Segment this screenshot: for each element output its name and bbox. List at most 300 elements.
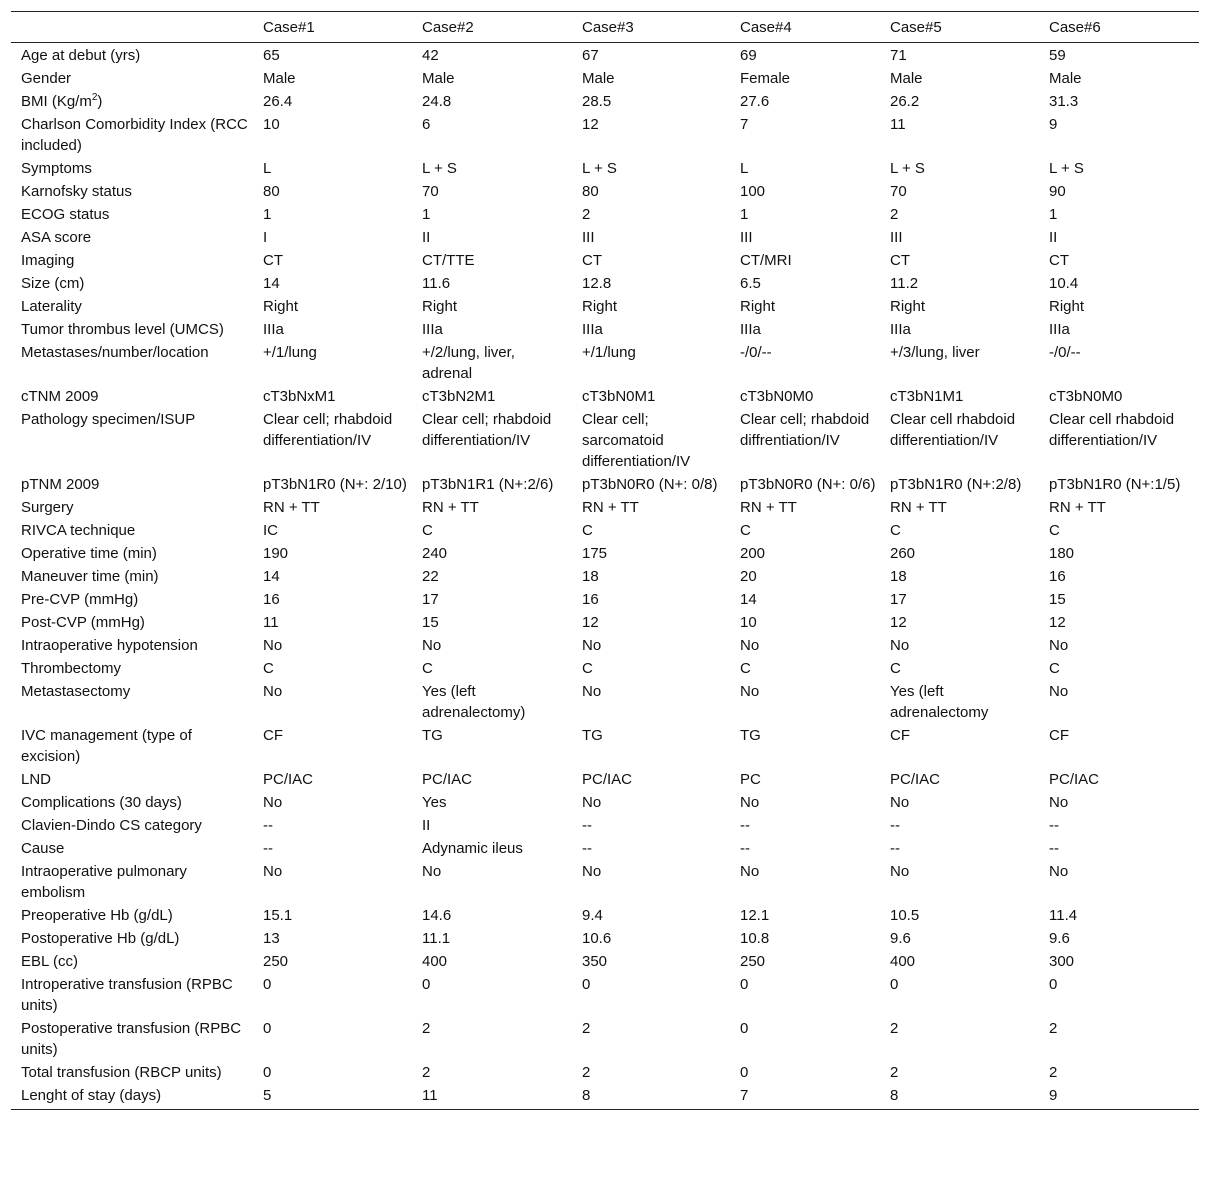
table-row: [11, 837, 1199, 860]
table-cell-case-1: pT3bN1R0 (N+: 2/10): [263, 476, 407, 493]
table-cell-case-1: --: [263, 817, 273, 834]
table-cell-case-3: IIIa: [582, 321, 603, 338]
table-cell-case-6: 0: [1049, 976, 1058, 993]
table-cell-case-3: 12: [582, 116, 599, 133]
header-row: [11, 12, 1199, 43]
table-cell-case-6: -/0/--: [1049, 344, 1081, 361]
row-label-text: Operative time (min): [21, 545, 157, 562]
table-cell-case-6: 31.3: [1049, 93, 1079, 110]
row-label-text: Cause: [21, 840, 65, 857]
row-label: [11, 680, 253, 724]
table-cell-case-1: No: [263, 637, 283, 654]
table-cell-case-5: CT: [890, 252, 910, 269]
table-cell-case-6: II: [1049, 229, 1058, 246]
row-label: [11, 565, 253, 588]
table-cell-case-2: 11.6: [422, 275, 451, 292]
table-cell-case-2: 11.1: [422, 930, 451, 947]
table-cell-case-3: 175: [582, 545, 608, 562]
row-label-text: Intraoperative hypotension: [21, 637, 198, 654]
table-cell-case-2: 70: [422, 183, 439, 200]
header-cell-empty: [11, 12, 253, 43]
row-label-superscript: 2: [91, 92, 98, 103]
table-cell-case-1: 14: [263, 568, 280, 585]
table-cell-case-2: C: [422, 660, 433, 677]
row-label-text: Tumor thrombus level (UMCS): [21, 321, 224, 338]
table-cell-case-4: 0: [740, 1020, 749, 1037]
table-row: [11, 341, 1199, 385]
table-cell-case-6: CF: [1049, 727, 1069, 744]
table-cell-case-5: 0: [890, 976, 899, 993]
table-cell-case-4: 0: [740, 976, 749, 993]
table-cell-case-1: 0: [263, 976, 272, 993]
table-cell-case-4: 7: [740, 1087, 749, 1104]
row-label: [11, 950, 253, 973]
table-cell-case-6: 9: [1049, 1087, 1058, 1104]
row-label-text: Metastasectomy: [21, 683, 131, 700]
row-label: [11, 657, 253, 680]
table-cell-case-1: I: [263, 229, 268, 246]
table-cell-case-1: 5: [263, 1087, 272, 1104]
table-cell-case-4: 7: [740, 116, 749, 133]
table-cell-case-1: Clear cell; rhabdoid differentiation/IV: [263, 411, 393, 449]
table-cell-case-5: 11.2: [890, 275, 919, 292]
table-cell-case-2: 24.8: [422, 93, 452, 110]
table-cell-case-6: 12: [1049, 614, 1066, 631]
table-cell-case-1: 190: [263, 545, 289, 562]
table-row: [11, 724, 1199, 768]
table-body: [11, 43, 1199, 1110]
table-cell-case-5: 11: [890, 116, 906, 133]
table-row: [11, 588, 1199, 611]
header-cell-case-6: Case#6: [1049, 18, 1101, 36]
table-cell-case-6: 180: [1049, 545, 1075, 562]
row-label-text: pTNM 2009: [21, 476, 100, 493]
table-cell-case-3: 2: [582, 1064, 591, 1081]
table-cell-case-2: II: [422, 229, 431, 246]
row-label-text: Pre-CVP (mmHg): [21, 591, 139, 608]
table-cell-case-4: 100: [740, 183, 766, 200]
row-label-text: Post-CVP (mmHg): [21, 614, 145, 631]
table-row: [11, 519, 1199, 542]
table-cell-case-1: 26.4: [263, 93, 293, 110]
table-row: [11, 860, 1199, 904]
table-cell-case-4: No: [740, 683, 760, 700]
table-cell-case-5: +/3/lung, liver: [890, 344, 980, 361]
table-cell-case-4: 0: [740, 1064, 749, 1081]
row-label-text: LND: [21, 771, 52, 788]
table-cell-case-4: TG: [740, 727, 761, 744]
table-cell-case-3: cT3bN0M1: [582, 388, 656, 405]
table-cell-case-3: 10.6: [582, 930, 612, 947]
table-cell-case-4: No: [740, 863, 760, 880]
table-cell-case-4: --: [740, 840, 750, 857]
table-cell-case-5: No: [890, 863, 910, 880]
table-cell-case-4: IIIa: [740, 321, 761, 338]
table-cell-case-3: No: [582, 863, 602, 880]
row-label: [11, 973, 253, 1017]
row-label: [11, 860, 253, 904]
table-cell-case-5: 2: [890, 1064, 899, 1081]
row-label: [11, 724, 253, 768]
table-cell-case-6: PC/IAC: [1049, 771, 1100, 788]
table-cell-case-3: 2: [582, 1020, 591, 1037]
table-cell-case-3: 67: [582, 47, 599, 64]
table-cell-case-6: L + S: [1049, 160, 1084, 177]
table-row: [11, 768, 1199, 791]
table-cell-case-2: RN + TT: [422, 499, 479, 516]
table-row: [11, 680, 1199, 724]
table-cell-case-3: 18: [582, 568, 599, 585]
table-cell-case-3: 350: [582, 953, 608, 970]
table-cell-case-6: No: [1049, 683, 1069, 700]
row-label-text: Charlson Comorbidity Index (RCC included): [21, 116, 248, 154]
table-cell-case-6: 2: [1049, 1064, 1058, 1081]
table-cell-case-1: No: [263, 863, 283, 880]
table-cell-case-5: 400: [890, 953, 916, 970]
table-cell-case-6: --: [1049, 817, 1059, 834]
table-cell-case-3: 9.4: [582, 907, 603, 924]
table-row: [11, 157, 1199, 180]
row-label-text: Total transfusion (RBCP units): [21, 1064, 222, 1081]
table-cell-case-1: cT3bNxM1: [263, 388, 336, 405]
table-cell-case-3: CT: [582, 252, 602, 269]
table-cell-case-6: C: [1049, 522, 1060, 539]
table-cell-case-2: 15: [422, 614, 439, 631]
table-row: [11, 927, 1199, 950]
row-label: [11, 1084, 253, 1110]
table-cell-case-4: No: [740, 637, 760, 654]
row-label-text: Imaging: [21, 252, 75, 269]
table-cell-case-2: +/2/lung, liver, adrenal: [422, 344, 515, 382]
table-cell-case-6: RN + TT: [1049, 499, 1106, 516]
table-row: [11, 113, 1199, 157]
row-label-text: Size (cm): [21, 275, 85, 292]
table-cell-case-1: IIIa: [263, 321, 284, 338]
table-cell-case-4: cT3bN0M0: [740, 388, 814, 405]
table-cell-case-5: cT3bN1M1: [890, 388, 964, 405]
table-cell-case-6: 16: [1049, 568, 1066, 585]
table-row: [11, 43, 1199, 68]
table-cell-case-1: --: [263, 840, 273, 857]
table-cell-case-5: --: [890, 817, 900, 834]
table-row: [11, 814, 1199, 837]
row-label-text: Lenght of stay (days): [21, 1087, 162, 1104]
row-label: [11, 927, 253, 950]
table-cell-case-3: L + S: [582, 160, 617, 177]
table-cell-case-5: 18: [890, 568, 907, 585]
table-row: [11, 791, 1199, 814]
table-cell-case-5: 71: [890, 47, 907, 64]
table-row: [11, 272, 1199, 295]
table-cell-case-5: 12: [890, 614, 907, 631]
table-cell-case-4: 10: [740, 614, 757, 631]
table-cell-case-6: pT3bN1R0 (N+:1/5): [1049, 476, 1181, 493]
table-cell-case-6: No: [1049, 794, 1069, 811]
table-cell-case-6: 9.6: [1049, 930, 1070, 947]
table-cell-case-6: CT: [1049, 252, 1069, 269]
table-cell-case-3: Clear cell; sarcomatoid differentiation/IV: [582, 411, 691, 470]
row-label-text: Intraoperative pulmonary embolism: [21, 863, 187, 901]
table-row: [11, 318, 1199, 341]
table-cell-case-3: C: [582, 522, 593, 539]
row-label: [11, 67, 253, 90]
table-cell-case-6: Clear cell rhabdoid differentiation/IV: [1049, 411, 1175, 449]
table-cell-case-6: 10.4: [1049, 275, 1079, 292]
row-label-text: Introperative transfusion (RPBC units): [21, 976, 233, 1014]
table-cell-case-5: 26.2: [890, 93, 920, 110]
table-cell-case-4: C: [740, 522, 751, 539]
table-cell-case-2: 22: [422, 568, 439, 585]
table-cell-case-2: II: [422, 817, 431, 834]
row-label-text: Metastases/number/location: [21, 344, 209, 361]
row-label-text: ASA score: [21, 229, 92, 246]
table-cell-case-6: 300: [1049, 953, 1075, 970]
table-cell-case-2: L + S: [422, 160, 457, 177]
table-cell-case-3: 2: [582, 206, 591, 223]
table-cell-case-4: 14: [740, 591, 757, 608]
row-label: [11, 295, 253, 318]
table-cell-case-6: 2: [1049, 1020, 1058, 1037]
row-label: [11, 837, 253, 860]
table-cell-case-3: No: [582, 683, 602, 700]
table-cell-case-1: CT: [263, 252, 283, 269]
table-cell-case-1: 11: [263, 614, 279, 631]
table-cell-case-3: Male: [582, 70, 615, 87]
table-cell-case-2: 17: [422, 591, 439, 608]
table-row: [11, 1061, 1199, 1084]
row-label: [11, 904, 253, 927]
table-cell-case-5: 260: [890, 545, 916, 562]
table-cell-case-4: 20: [740, 568, 757, 585]
table-cell-case-1: C: [263, 660, 274, 677]
table-row: [11, 904, 1199, 927]
table-cell-case-6: No: [1049, 863, 1069, 880]
table-cell-case-5: 10.5: [890, 907, 920, 924]
table-header: [11, 12, 1199, 43]
table-cell-case-6: No: [1049, 637, 1069, 654]
row-label-text: Age at debut (yrs): [21, 47, 141, 64]
table-row: [11, 90, 1199, 113]
table-row: [11, 950, 1199, 973]
table-cell-case-6: 90: [1049, 183, 1066, 200]
table-cell-case-3: RN + TT: [582, 499, 639, 516]
row-label: [11, 226, 253, 249]
table-cell-case-1: 14: [263, 275, 280, 292]
table-cell-case-4: --: [740, 817, 750, 834]
table-cell-case-5: Yes (left adrenalectomy: [890, 683, 989, 721]
table-cell-case-3: 16: [582, 591, 599, 608]
table-cell-case-4: No: [740, 794, 760, 811]
header-cell-case-5: Case#5: [890, 18, 942, 36]
table-cell-case-5: Right: [890, 298, 926, 315]
table-cell-case-5: C: [890, 522, 901, 539]
table-cell-case-5: IIIa: [890, 321, 911, 338]
table-cell-case-2: Male: [422, 70, 455, 87]
row-label-text: BMI (Kg/m: [21, 93, 92, 110]
table-cell-case-5: --: [890, 840, 900, 857]
table-cell-case-6: 15: [1049, 591, 1066, 608]
table-row: [11, 226, 1199, 249]
table-cell-case-4: Female: [740, 70, 791, 87]
row-label: [11, 113, 253, 157]
table-cell-case-2: pT3bN1R1 (N+:2/6): [422, 476, 554, 493]
table-cell-case-5: 2: [890, 206, 899, 223]
row-label-text: Postoperative Hb (g/dL): [21, 930, 180, 947]
table-cell-case-5: CF: [890, 727, 910, 744]
row-label-text: Symptoms: [21, 160, 92, 177]
table-cell-case-2: 240: [422, 545, 448, 562]
table-row: [11, 634, 1199, 657]
table-cell-case-6: 59: [1049, 47, 1066, 64]
header-cell-case-1: Case#1: [263, 18, 315, 36]
table-row: [11, 542, 1199, 565]
table-cell-case-6: IIIa: [1049, 321, 1070, 338]
table-row: [11, 180, 1199, 203]
row-label-text: Karnofsky status: [21, 183, 132, 200]
row-label-text: Maneuver time (min): [21, 568, 159, 585]
table-cell-case-2: No: [422, 863, 442, 880]
table-cell-case-4: 27.6: [740, 93, 770, 110]
table-cell-case-6: --: [1049, 840, 1059, 857]
table-cell-case-5: pT3bN1R0 (N+:2/8): [890, 476, 1022, 493]
row-label-text: Postoperative transfusion (RPBC units): [21, 1020, 242, 1058]
row-label: [11, 203, 253, 226]
row-label: [11, 611, 253, 634]
table-cell-case-4: 1: [740, 206, 749, 223]
row-label: [11, 519, 253, 542]
table-row: [11, 973, 1199, 1017]
header-cell-case-3: Case#3: [582, 18, 634, 36]
table-cell-case-3: No: [582, 637, 602, 654]
row-label: [11, 768, 253, 791]
table-row: [11, 1084, 1199, 1110]
header-cell-case-2: Case#2: [422, 18, 474, 36]
table-cell-case-6: 1: [1049, 206, 1058, 223]
table-cell-case-5: C: [890, 660, 901, 677]
table-row: [11, 611, 1199, 634]
table-cell-case-3: 12.8: [582, 275, 612, 292]
table-cell-case-1: 10: [263, 116, 280, 133]
table-cell-case-2: cT3bN2M1: [422, 388, 496, 405]
table-cell-case-4: 250: [740, 953, 766, 970]
table-cell-case-4: 12.1: [740, 907, 770, 924]
table-cell-case-5: L + S: [890, 160, 925, 177]
table-cell-case-2: Adynamic ileus: [422, 840, 523, 857]
row-label-text: Clavien-Dindo CS category: [21, 817, 202, 834]
table-cell-case-2: PC/IAC: [422, 771, 473, 788]
row-label-text: RIVCA technique: [21, 522, 136, 539]
table-cell-case-1: +/1/lung: [263, 344, 317, 361]
row-label: [11, 473, 253, 496]
table-cell-case-1: RN + TT: [263, 499, 320, 516]
table-cell-case-4: -/0/--: [740, 344, 772, 361]
table-row: [11, 408, 1199, 473]
table-cell-case-1: 0: [263, 1064, 272, 1081]
row-label: [11, 1061, 253, 1084]
row-label-text: Surgery: [21, 499, 74, 516]
row-label: [11, 341, 253, 385]
table-cell-case-3: No: [582, 794, 602, 811]
row-label-text: Laterality: [21, 298, 82, 315]
table-cell-case-4: 6.5: [740, 275, 761, 292]
table-cell-case-1: 13: [263, 930, 280, 947]
table-cell-case-1: L: [263, 160, 272, 177]
table-cell-case-5: III: [890, 229, 903, 246]
table-cell-case-1: IC: [263, 522, 278, 539]
row-label-text: EBL (cc): [21, 953, 78, 970]
row-label: [11, 791, 253, 814]
table-cell-case-2: Yes: [422, 794, 447, 811]
table-cell-case-1: No: [263, 794, 283, 811]
table-cell-case-4: III: [740, 229, 753, 246]
table-cell-case-5: 8: [890, 1087, 899, 1104]
table-cell-case-2: 1: [422, 206, 431, 223]
row-label: [11, 180, 253, 203]
table-cell-case-4: pT3bN0R0 (N+: 0/6): [740, 476, 876, 493]
table-cell-case-3: 12: [582, 614, 599, 631]
table-cell-case-3: Right: [582, 298, 618, 315]
table-row: [11, 473, 1199, 496]
table-cell-case-3: pT3bN0R0 (N+: 0/8): [582, 476, 718, 493]
row-label: [11, 588, 253, 611]
table-cell-case-1: No: [263, 683, 283, 700]
table-cell-case-3: 80: [582, 183, 599, 200]
table-cell-case-2: C: [422, 522, 433, 539]
table-cell-case-4: L: [740, 160, 749, 177]
row-label: [11, 157, 253, 180]
table-cell-case-4: CT/MRI: [740, 252, 792, 269]
table-cell-case-1: PC/IAC: [263, 771, 314, 788]
table-cell-case-3: TG: [582, 727, 603, 744]
table-cell-case-3: 28.5: [582, 93, 612, 110]
table-cell-case-6: Male: [1049, 70, 1082, 87]
row-label-text: cTNM 2009: [21, 388, 99, 405]
table-row: [11, 385, 1199, 408]
row-label-text: Complications (30 days): [21, 794, 182, 811]
table-cell-case-4: 200: [740, 545, 766, 562]
table-cell-case-2: Right: [422, 298, 458, 315]
table-cell-case-1: 15.1: [263, 907, 293, 924]
table-cell-case-6: C: [1049, 660, 1060, 677]
row-label: [11, 1017, 253, 1061]
table-cell-case-2: 2: [422, 1020, 431, 1037]
table-cell-case-5: RN + TT: [890, 499, 947, 516]
table-cell-case-2: 6: [422, 116, 431, 133]
row-label: [11, 43, 253, 68]
table-cell-case-6: 9: [1049, 116, 1058, 133]
row-label: [11, 272, 253, 295]
table-cell-case-4: PC: [740, 771, 761, 788]
table-container: [11, 11, 1199, 1110]
table-cell-case-5: 70: [890, 183, 907, 200]
table-cell-case-3: --: [582, 817, 592, 834]
row-label-text: ECOG status: [21, 206, 110, 223]
table-cell-case-5: PC/IAC: [890, 771, 941, 788]
table-cell-case-2: CT/TTE: [422, 252, 475, 269]
table-cell-case-3: 8: [582, 1087, 591, 1104]
table-cell-case-4: 10.8: [740, 930, 770, 947]
row-label: [11, 408, 253, 473]
table-cell-case-1: 0: [263, 1020, 272, 1037]
row-label: [11, 385, 253, 408]
table-cell-case-1: CF: [263, 727, 283, 744]
table-cell-case-2: 400: [422, 953, 448, 970]
row-label: [11, 814, 253, 837]
table-cell-case-1: 80: [263, 183, 280, 200]
table-row: [11, 657, 1199, 680]
table-row: [11, 496, 1199, 519]
table-cell-case-3: 0: [582, 976, 591, 993]
